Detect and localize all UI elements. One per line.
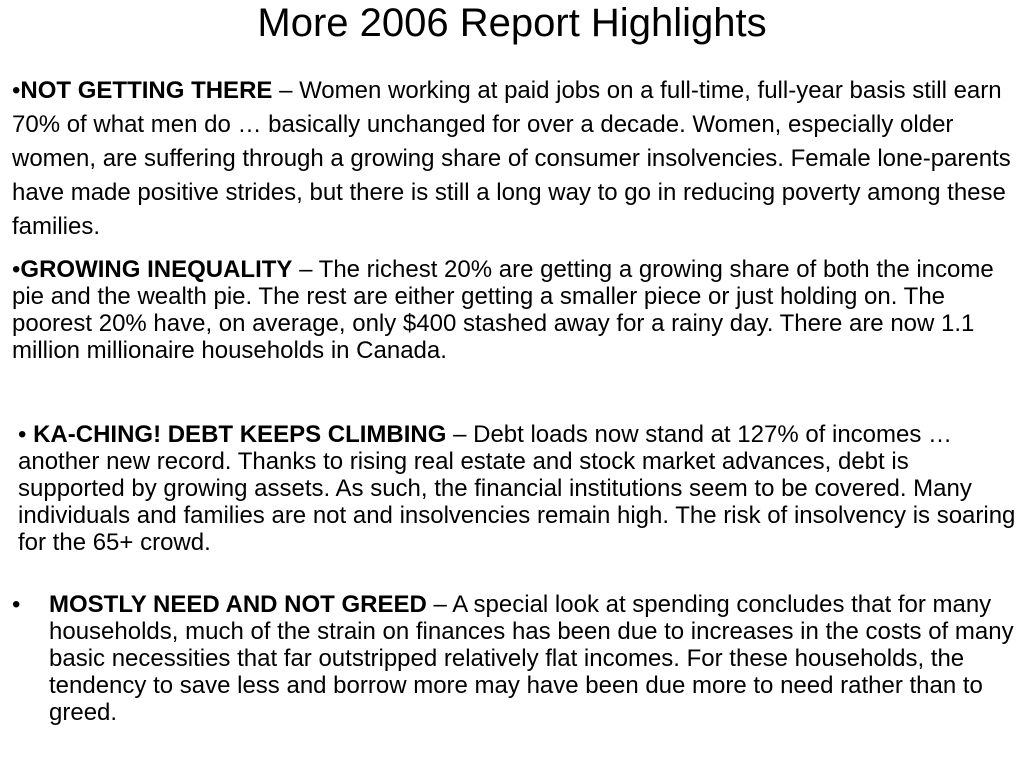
highlight-heading: NOT GETTING THERE (20, 77, 273, 104)
slide-title: More 2006 Report Highlights (257, 1, 767, 45)
bullet: • (12, 77, 21, 104)
highlight-text: – A special look at spending concludes that for many households, much of the strain on finances has been due to increases in the costs of many basic necessities that far outstripped relatively flat incomes. For these households, the tendency to save less and borrow more may have been due more to need rather than to greed. (49, 591, 1014, 726)
bullet: • (12, 256, 21, 283)
highlight-text: – The richest 20% are getting a growing share of both the income pie and the wealth pie. The rest are either getting a smaller piece or just holding on. The poorest 20% have, on average, only $400 stashed away for a rainy day. There are now 1.1 million millionaire households in Canada. (12, 256, 994, 364)
highlight-growing-inequality (12, 256, 1016, 364)
highlight-heading: GROWING INEQUALITY (20, 256, 293, 283)
highlight-body (49, 591, 1022, 726)
highlight-need-not-greed (12, 591, 1022, 726)
highlight-heading: KA-CHING! DEBT KEEPS CLIMBING (33, 421, 447, 448)
highlight-not-getting-there (12, 74, 1012, 244)
highlight-text: – Women working at paid jobs on a full-time, full-year basis still earn 70% of what men do … basically unchanged for over a decade. Women, especially older women, are suffering through a growing share of consumer insolvencies. Female lone-parents have made positive strides, but there is still a long way to go in reducing poverty among these families. (12, 77, 1011, 240)
highlight-debt-keeps-climbing (18, 421, 1018, 556)
highlight-text: – Debt loads now stand at 127% of incomes … another new record. Thanks to rising real estate and stock market advances, debt is supported by growing assets. As such, the financial institutions seem to be covered. Many individuals and families are not and insolvencies remain high. The risk of insolvency is soaring for the 65+ crowd. (18, 421, 1016, 556)
bullet: • (18, 421, 34, 448)
bullet: • (12, 591, 21, 618)
highlight-heading: MOSTLY NEED AND NOT GREED (49, 591, 427, 618)
